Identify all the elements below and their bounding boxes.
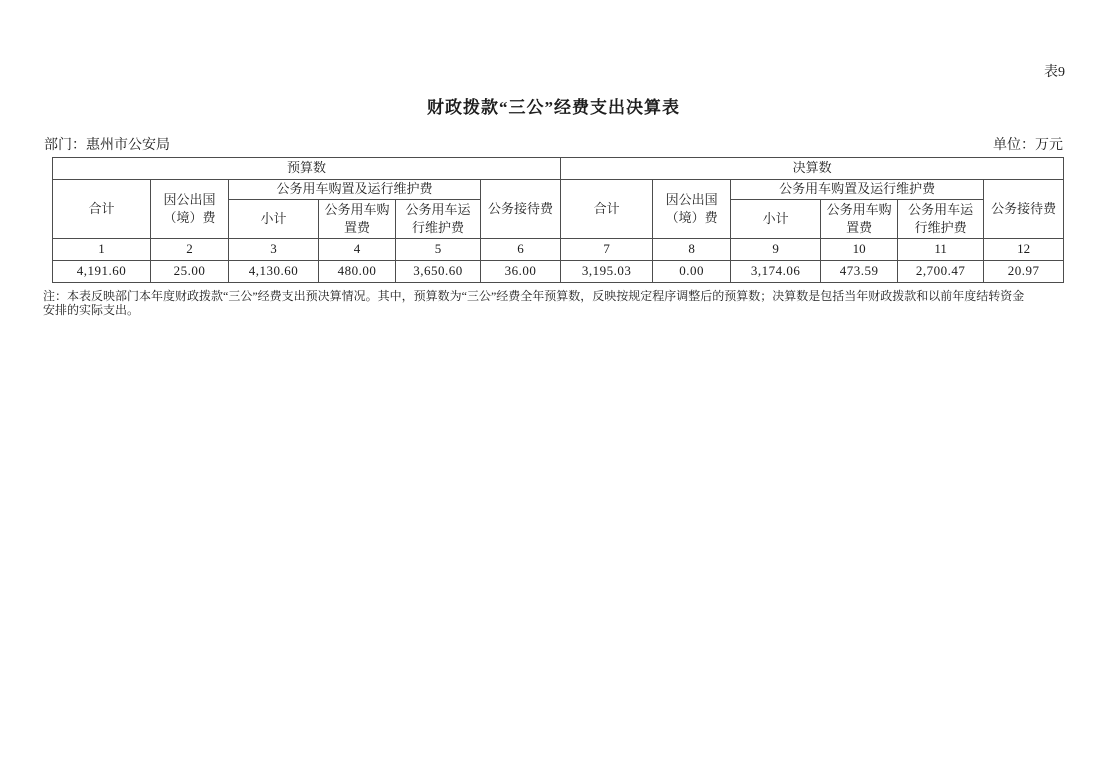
final-reception-header: 公务接待费 [984,180,1064,239]
budget-subtotal-header: 小计 [229,200,319,239]
budget-abroad-header-line2: （境）费 [163,210,216,225]
final-purchase-header-line1: 公务用车购 [826,201,892,217]
value-cell-budget-reception: 36.00 [481,261,561,283]
column-number-cell: 1 [53,239,151,261]
final-subtotal-header: 小计 [731,200,821,239]
value-row [53,261,1064,283]
value-cell-budget-total: 4,191.60 [53,261,151,283]
value-cell-budget-maintenance: 3,650.60 [396,261,481,283]
section-header-final: 决算数 [561,158,1064,180]
budget-purchase-header-line1: 公务用车购 [324,201,390,217]
column-number-cell: 3 [229,239,319,261]
budget-maintenance-header-line1: 公务用车运 [405,201,471,217]
column-number-cell: 12 [984,239,1064,261]
column-number-cell: 7 [561,239,653,261]
budget-maintenance-header [396,200,481,239]
budget-reception-header: 公务接待费 [481,180,561,239]
budget-purchase-header [319,200,396,239]
final-purchase-header [821,200,898,239]
final-purchase-header-line2: 置费 [846,220,873,235]
column-number-row [53,239,1064,261]
meta-row [44,134,1063,154]
final-abroad-header-line1: 因公出国 [665,191,718,207]
page-title: 财政拨款“三公”经费支出决算表 [427,98,680,117]
footnote-line1: 注：本表反映部门本年度财政拨款“三公”经费支出预决算情况。其中，预算数为“三公”经费全年预算数，反映按规定程序调整后的预算数；决算数是包括当年财政拨款和以前年度结转资金 [43,289,1025,303]
budget-vehicle-group-header: 公务用车购置及运行维护费 [229,180,481,200]
department-label: 部门：惠州市公安局 [44,138,170,153]
group-header-row [53,180,1064,200]
final-maintenance-header-line1: 公务用车运 [908,201,974,217]
budget-abroad-header [151,180,229,239]
final-vehicle-group-header: 公务用车购置及运行维护费 [731,180,984,200]
footnote-line2: 安排的实际支出。 [43,303,140,317]
section-header-budget: 预算数 [53,158,561,180]
footnote [43,289,1083,317]
final-maintenance-header-line2: 行维护费 [914,220,967,235]
sheet-number-label: 表9 [1044,65,1065,80]
value-cell-final-purchase: 473.59 [821,261,898,283]
final-maintenance-header [898,200,984,239]
unit-label: 单位：万元 [993,138,1063,153]
column-number-cell: 4 [319,239,396,261]
value-cell-budget-abroad: 25.00 [151,261,229,283]
column-number-cell: 10 [821,239,898,261]
three-public-expenses-table [52,157,1064,283]
budget-purchase-header-line2: 置费 [343,220,370,235]
column-number-cell: 5 [396,239,481,261]
final-abroad-header-line2: （境）费 [665,210,718,225]
budget-total-header: 合计 [53,180,151,239]
final-total-header: 合计 [561,180,653,239]
budget-abroad-header-line1: 因公出国 [163,191,216,207]
value-cell-final-subtotal: 3,174.06 [731,261,821,283]
column-number-cell: 11 [898,239,984,261]
column-number-cell: 9 [731,239,821,261]
value-cell-budget-subtotal: 4,130.60 [229,261,319,283]
value-cell-budget-purchase: 480.00 [319,261,396,283]
column-number-cell: 8 [653,239,731,261]
value-cell-final-total: 3,195.03 [561,261,653,283]
column-number-cell: 6 [481,239,561,261]
budget-maintenance-header-line2: 行维护费 [411,220,464,235]
value-cell-final-abroad: 0.00 [653,261,731,283]
final-abroad-header [653,180,731,239]
column-number-cell: 2 [151,239,229,261]
value-cell-final-reception: 20.97 [984,261,1064,283]
value-cell-final-maintenance: 2,700.47 [898,261,984,283]
section-header-row [53,158,1064,180]
